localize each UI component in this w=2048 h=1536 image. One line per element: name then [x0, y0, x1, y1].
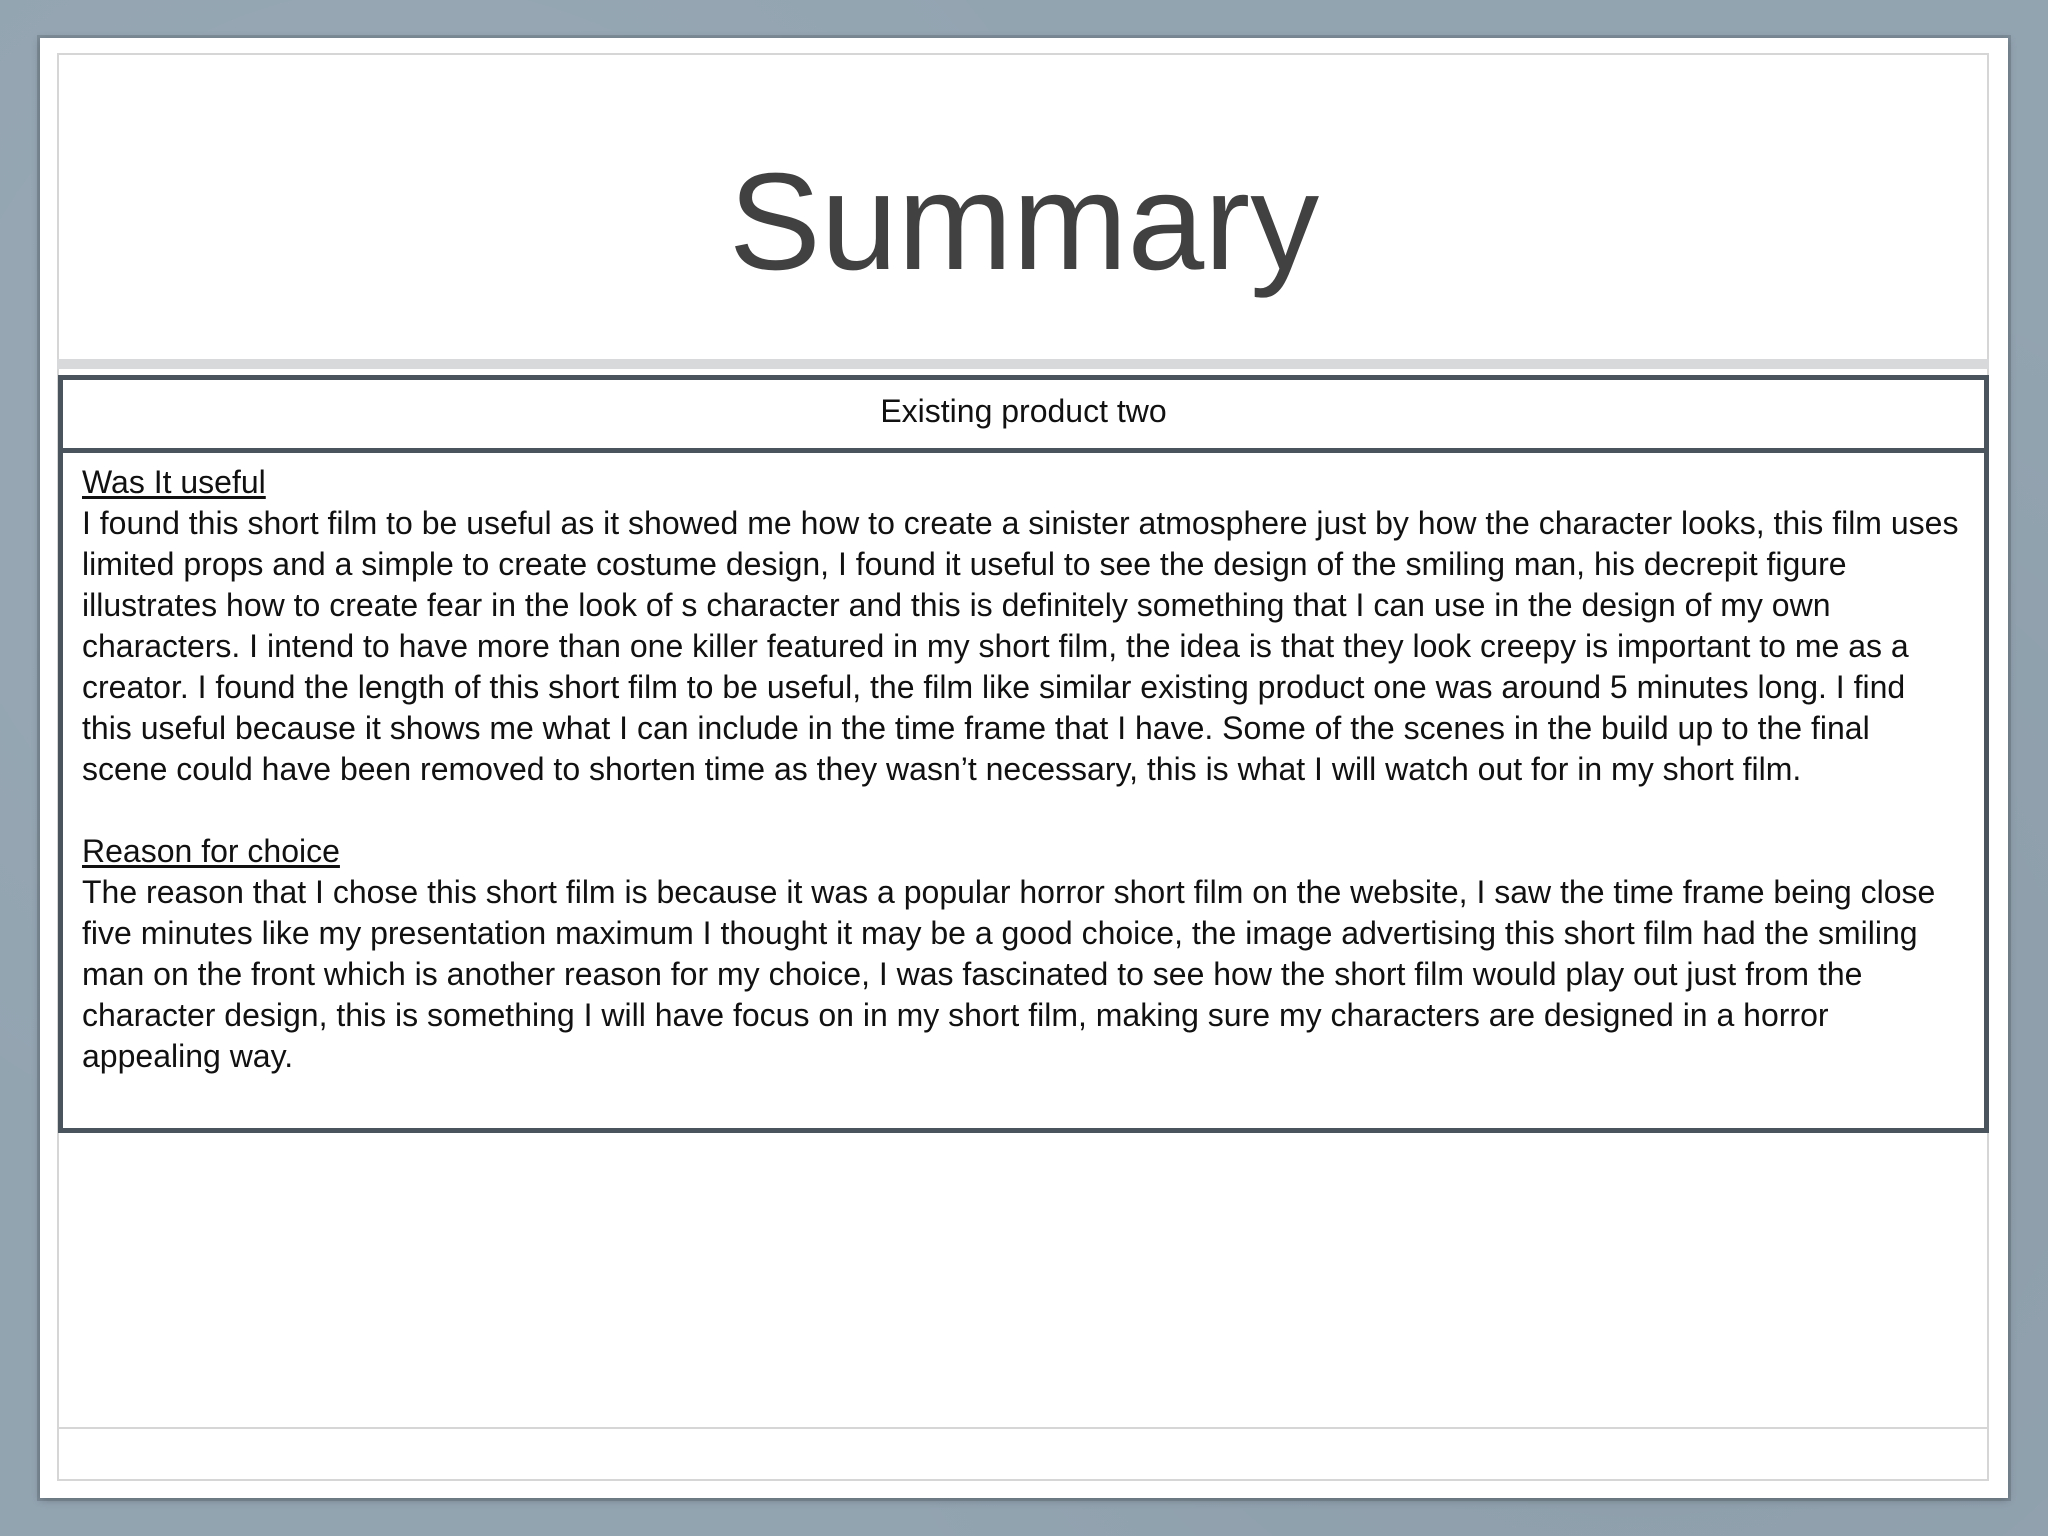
section-text-reason: The reason that I chose this short film is because it was a popular horror short film on the website, I saw the time frame being close five minutes like my presentation maximum I thought it may be a good choice, the image advertising this short film had the smiling man on the front which is another reason for my choice, I was fascinated to see how the short film would play out just from the character design, this is something I will have focus on in my short film, making sure my characters are designed in a horror appealing way. — [82, 874, 1936, 1074]
section-spacer — [82, 790, 1962, 831]
section-heading-reason: Reason for choice — [82, 833, 340, 869]
section-text-usefulness: I found this short film to be useful as it showed me how to create a sinister atmosphere just by how the character looks, this film uses limited props and a simple to create costume design, I found it useful to see the design of the smiling man, his decrepit figure illustrates how to create fear in the look of s character and this is definitely something that I can use in the design of my own characters. I intend to have more than one killer featured in my short film, the idea is that they look creepy is important to me as a creator. I found the length of this short film to be useful, the film like similar existing product one was around 5 minutes long. I find this useful because it shows me what I can include in the time frame that I have. Some of the scenes in the build up to the final scene could have been removed to shorten time as they wasn’t necessary, this is what I will watch out for in my short film. — [82, 505, 1959, 787]
slide-title: Summary — [728, 145, 1320, 299]
title-divider — [57, 359, 1989, 369]
footer-divider — [57, 1427, 1989, 1429]
table-body-text — [82, 462, 1962, 1077]
table-header: Existing product two — [63, 380, 1984, 453]
section-heading-usefulness: Was It useful — [82, 464, 266, 500]
